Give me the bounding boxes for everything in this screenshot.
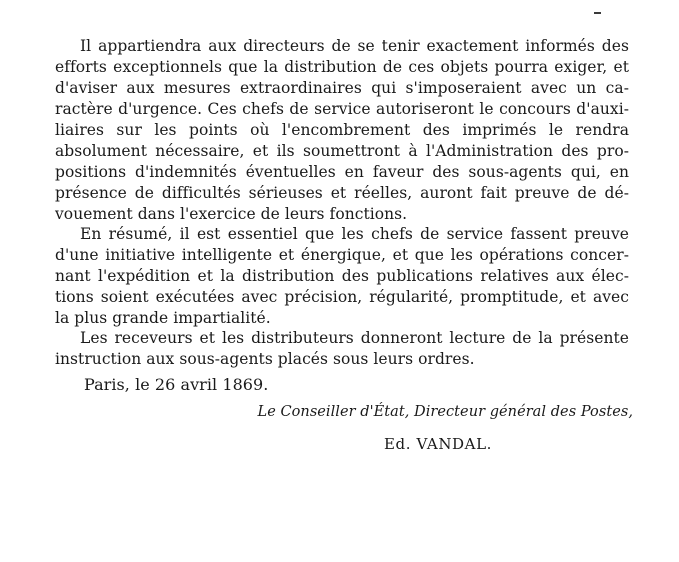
paragraph-2-line-3: nant l'expédition et la distribution des publications relatives aux élec- bbox=[55, 267, 629, 285]
paragraph-1-line-4: ractère d'urgence. Ces chefs de service autoriseront le concours d'auxi- bbox=[55, 100, 629, 118]
paragraph-1-line-2: efforts exceptionnels que la distribution de ces objets pourra exiger, et bbox=[55, 58, 629, 76]
paragraph-2-line-2: d'une initiative intelligente et énergique, et que les opérations concer- bbox=[55, 246, 629, 264]
margin-mark bbox=[594, 12, 601, 14]
paragraph-1-line-8: présence de difficultés sérieuses et réelles, auront fait preuve de dé- bbox=[55, 184, 629, 202]
paragraph-2-line-5: la plus grande impartialité. bbox=[55, 309, 271, 327]
signatory-title: Le Conseiller d'État, Directeur général des Postes, bbox=[257, 404, 633, 420]
paragraph-1-line-7: positions d'indemnités éventuelles en faveur des sous-agents qui, en bbox=[55, 163, 629, 181]
date-line: Paris, le 26 avril 1869. bbox=[84, 375, 269, 394]
paragraph-2-line-1: En résumé, il est essentiel que les chefs de service fassent preuve bbox=[80, 225, 629, 243]
paragraph-1-line-9: vouement dans l'exercice de leurs fonctions. bbox=[55, 205, 408, 223]
paragraph-3-line-1: Les receveurs et les distributeurs donneront lecture de la présente bbox=[80, 329, 629, 347]
paragraph-2-line-4: tions soient exécutées avec précision, régularité, promptitude, et avec bbox=[55, 288, 629, 306]
paragraph-3-line-2: instruction aux sous-agents placés sous leurs ordres. bbox=[55, 350, 475, 368]
paragraph-1-line-6: absolument nécessaire, et ils soumettront à l'Administration des pro- bbox=[55, 142, 629, 160]
signatory-name: Ed. VANDAL. bbox=[384, 435, 493, 453]
paragraph-1-line-1: Il appartiendra aux directeurs de se tenir exactement informés des bbox=[80, 37, 629, 55]
paragraph-1-line-5: liaires sur les points où l'encombrement des imprimés le rendra bbox=[55, 121, 629, 139]
paragraph-1-line-3: d'aviser aux mesures extraordinaires qui s'imposeraient avec un ca- bbox=[55, 79, 629, 97]
